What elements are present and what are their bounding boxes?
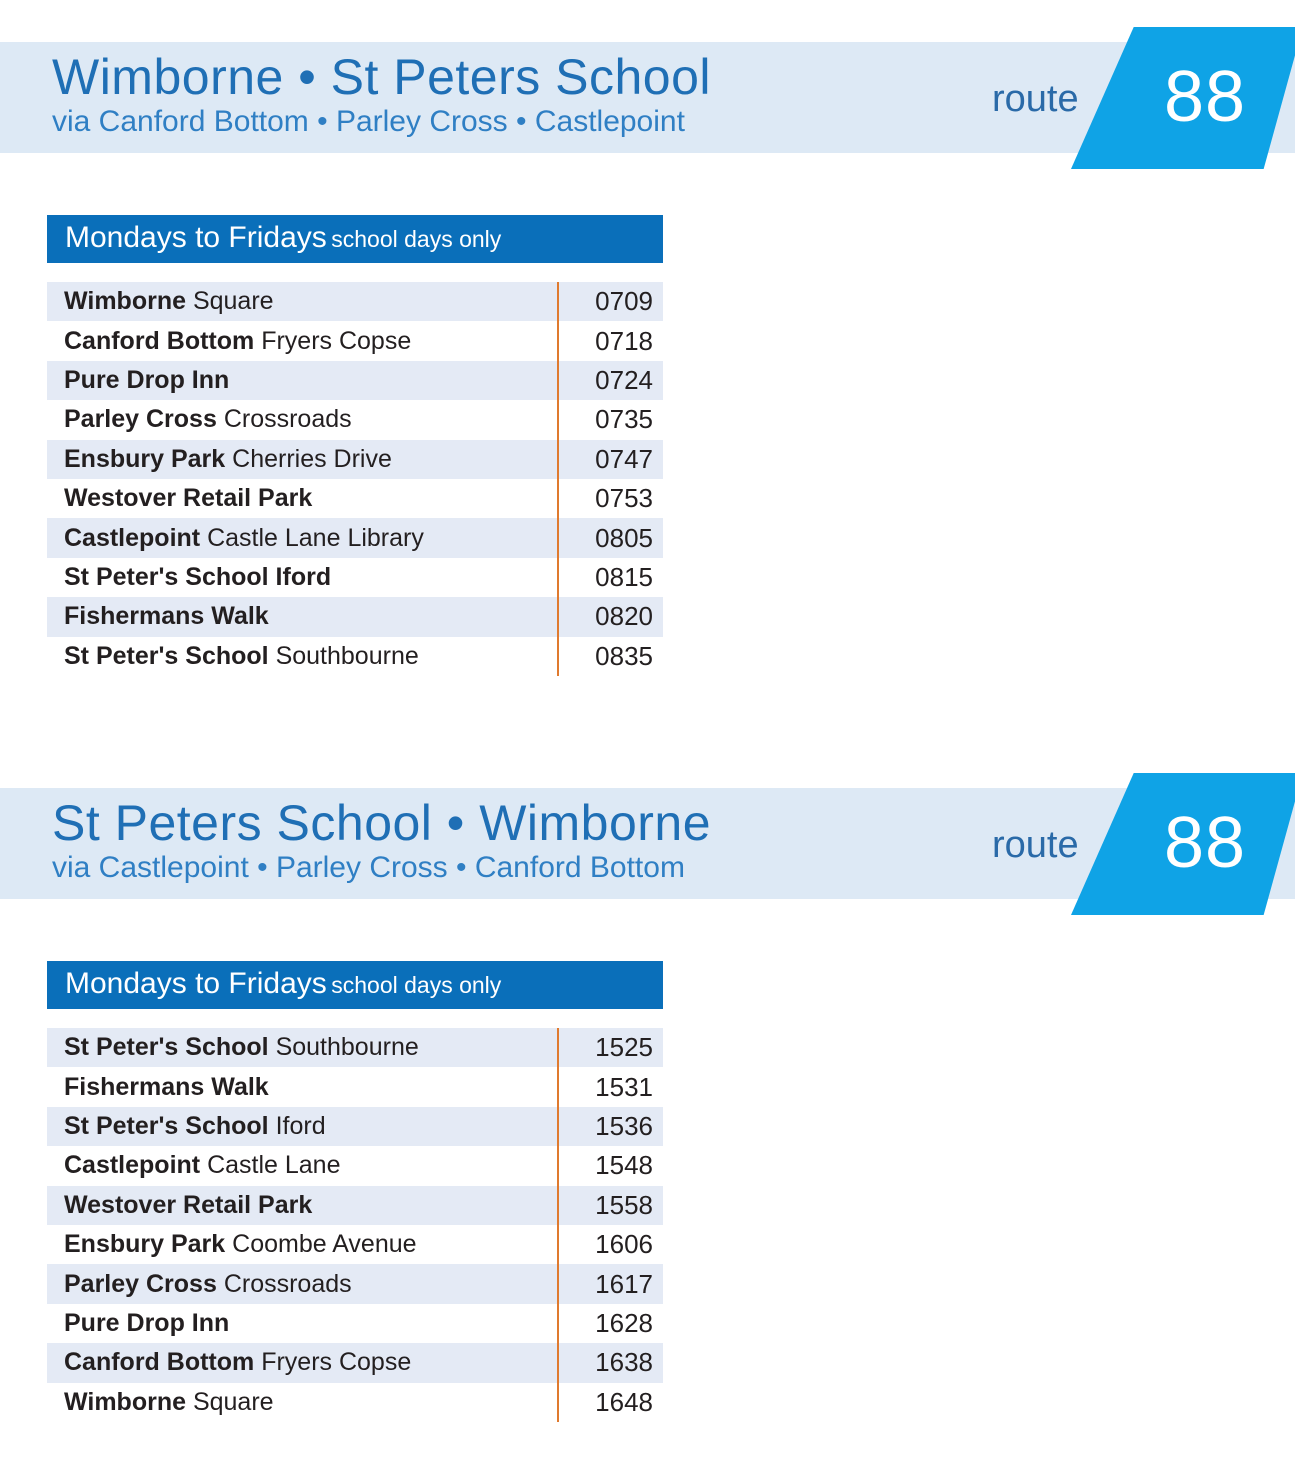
stop-place: Castlepoint — [64, 523, 201, 552]
stop-detail: Southbourne — [268, 1033, 419, 1062]
departure-time: 0735 — [595, 404, 653, 435]
departure-time: 0724 — [595, 364, 653, 395]
stop-detail: Iford — [268, 1111, 326, 1140]
stop-place: Westover Retail Park — [64, 1190, 313, 1219]
stop-detail: Castle Lane — [200, 1151, 341, 1180]
stop-detail: Castle Lane Library — [200, 523, 424, 552]
stop-detail: Southbourne — [268, 641, 419, 670]
stop-detail: Coombe Avenue — [225, 1230, 417, 1259]
stop-detail: Crossroads — [216, 405, 352, 434]
stop-place: St Peter's School — [64, 1111, 269, 1140]
departure-time: 0805 — [595, 522, 653, 553]
departure-time: 1558 — [595, 1189, 653, 1220]
departure-time: 1606 — [595, 1229, 653, 1260]
stop-name — [47, 1309, 558, 1338]
departure-time: 1617 — [595, 1268, 653, 1299]
stop-detail: Crossroads — [216, 1269, 352, 1298]
days-label: Mondays to Fridays — [65, 221, 327, 254]
stop-detail: Square — [186, 1387, 274, 1416]
timetable-row — [47, 518, 663, 557]
route-title: Wimborne • St Peters School — [52, 49, 712, 105]
stop-name — [47, 1073, 558, 1102]
stop-detail: Square — [186, 287, 274, 316]
stop-name — [47, 366, 558, 395]
stop-name — [47, 602, 558, 631]
timetable-row — [47, 1225, 663, 1264]
stop-place: St Peter's School — [64, 1033, 269, 1062]
timetable-row — [47, 1383, 663, 1422]
stop-place: Castlepoint — [64, 1151, 201, 1180]
stop-name — [47, 287, 558, 316]
stop-name — [47, 1112, 558, 1141]
stop-place: Westover Retail Park — [64, 484, 313, 513]
stop-place: Fishermans Walk — [64, 602, 269, 631]
stop-place: Parley Cross — [64, 1269, 217, 1298]
departure-time: 1536 — [595, 1110, 653, 1141]
timetable-row — [47, 558, 663, 597]
stop-place: Ensbury Park — [64, 1230, 226, 1259]
departure-time: 0815 — [595, 561, 653, 592]
departure-time: 0709 — [595, 286, 653, 317]
timetable-row — [47, 1186, 663, 1225]
timetable-row — [47, 1304, 663, 1343]
stop-place: St Peter's School Iford — [64, 562, 332, 591]
departure-time: 0753 — [595, 483, 653, 514]
stop-name — [47, 445, 558, 474]
days-note: school days only — [331, 226, 502, 252]
timetable-row — [47, 440, 663, 479]
stop-name — [47, 1151, 558, 1180]
timetable-row — [47, 479, 663, 518]
column-divider — [557, 282, 559, 676]
stop-name — [47, 524, 558, 553]
stop-name — [47, 642, 558, 671]
route-title: St Peters School • Wimborne — [52, 795, 712, 851]
stop-place: Fishermans Walk — [64, 1072, 269, 1101]
departure-time: 1531 — [595, 1071, 653, 1102]
departure-time: 1638 — [595, 1347, 653, 1378]
timetable-outbound — [0, 0, 1295, 700]
departure-time: 0747 — [595, 443, 653, 474]
days-header — [47, 961, 663, 1009]
timetable-row — [47, 1343, 663, 1382]
stop-name — [47, 1348, 558, 1377]
days-label: Mondays to Fridays — [65, 967, 327, 1000]
stop-place: Ensbury Park — [64, 444, 226, 473]
stop-name — [47, 405, 558, 434]
stop-detail: Fryers Copse — [254, 326, 412, 355]
timetable-row — [47, 1107, 663, 1146]
timetable-return — [0, 746, 1295, 1446]
stop-name — [47, 1033, 558, 1062]
route-via: via Canford Bottom • Parley Cross • Castlepoint — [52, 105, 685, 138]
timetable-row — [47, 1028, 663, 1067]
days-note: school days only — [331, 972, 502, 998]
days-header — [47, 215, 663, 263]
timetable-row — [47, 1264, 663, 1303]
departure-time: 1648 — [595, 1386, 653, 1417]
timetable-row — [47, 282, 663, 321]
timetable-row — [47, 1067, 663, 1106]
timetable-row — [47, 597, 663, 636]
timetable-row — [47, 400, 663, 439]
stop-name — [47, 1388, 558, 1417]
departure-time: 0718 — [595, 325, 653, 356]
column-divider — [557, 1028, 559, 1422]
departure-time: 0835 — [595, 640, 653, 671]
timetable-row — [47, 637, 663, 676]
route-via: via Castlepoint • Parley Cross • Canford Bottom — [52, 851, 685, 884]
departure-time: 0820 — [595, 601, 653, 632]
route-number: 88 — [1164, 803, 1247, 883]
route-label: route — [992, 78, 1079, 120]
stop-place: Wimborne — [64, 287, 186, 316]
stop-place: St Peter's School — [64, 641, 269, 670]
stop-detail: Fryers Copse — [254, 1348, 412, 1377]
route-number: 88 — [1164, 57, 1247, 137]
stop-name — [47, 484, 558, 513]
stop-place: Wimborne — [64, 1387, 186, 1416]
timetable-row — [47, 321, 663, 360]
stop-place: Canford Bottom — [64, 326, 255, 355]
stop-place: Pure Drop Inn — [64, 1308, 230, 1337]
stop-list — [47, 282, 663, 676]
departure-time: 1628 — [595, 1307, 653, 1338]
stop-name — [47, 563, 558, 592]
stop-name — [47, 1270, 558, 1299]
timetable-row — [47, 361, 663, 400]
stop-list — [47, 1028, 663, 1422]
stop-place: Parley Cross — [64, 405, 217, 434]
stop-name — [47, 1230, 558, 1259]
departure-time: 1548 — [595, 1150, 653, 1181]
stop-detail: Cherries Drive — [225, 444, 392, 473]
departure-time: 1525 — [595, 1032, 653, 1063]
stop-name — [47, 1191, 558, 1220]
route-label: route — [992, 824, 1079, 866]
timetable-row — [47, 1146, 663, 1185]
stop-place: Pure Drop Inn — [64, 365, 230, 394]
stop-name — [47, 327, 558, 356]
stop-place: Canford Bottom — [64, 1348, 255, 1377]
